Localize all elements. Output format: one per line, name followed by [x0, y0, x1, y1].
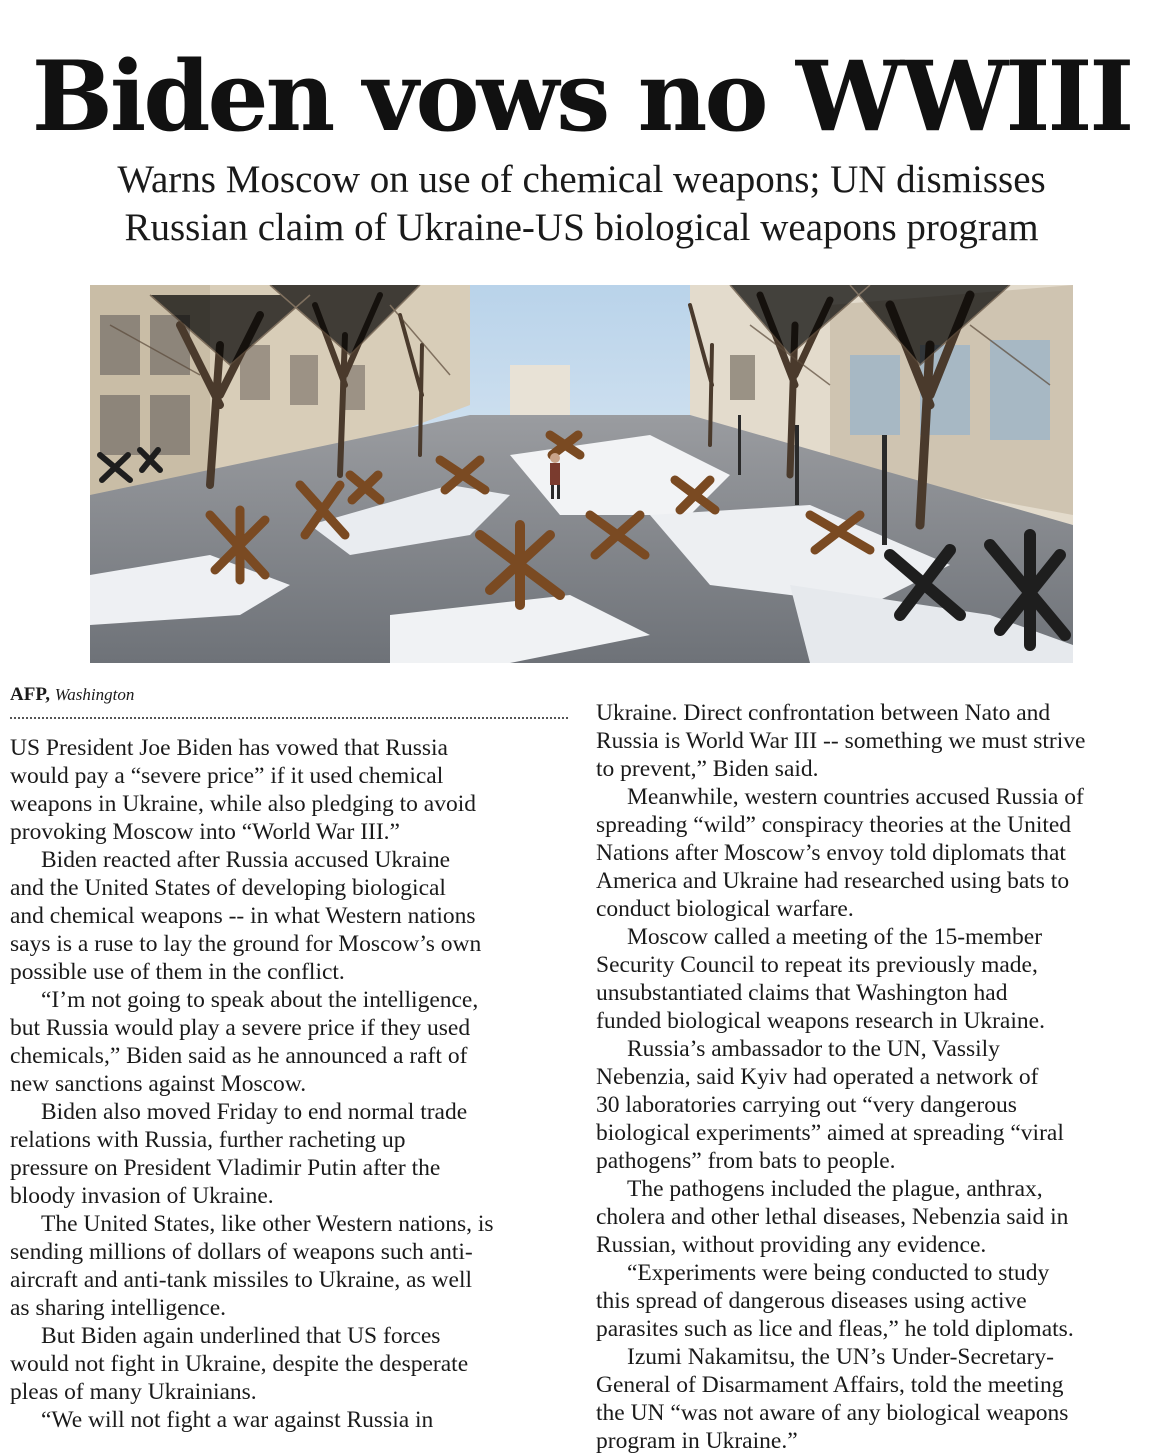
article-line: America and Ukraine had researched using bats to	[596, 868, 1070, 894]
article-line: and chemical weapons -- in what Western nations	[10, 903, 476, 929]
byline	[10, 682, 570, 708]
article-line: pathogens” from bats to people.	[596, 1148, 896, 1174]
article-line: provoking Moscow into “World War III.”	[10, 819, 400, 845]
article-line: Biden also moved Friday to end normal trade	[41, 1099, 468, 1125]
article-line: program in Ukraine.”	[596, 1428, 798, 1454]
article-line: sending millions of dollars of weapons such anti-	[10, 1239, 473, 1265]
byline-place: Washington	[54, 685, 135, 704]
article-line: Security Council to repeat its previously made,	[596, 952, 1038, 978]
article-line: Nations after Moscow’s envoy told diplomats that	[596, 840, 1066, 866]
article-column-2	[596, 699, 1156, 1455]
article-line: General of Disarmament Affairs, told the meeting	[596, 1372, 1064, 1398]
article-line: but Russia would play a severe price if they used	[10, 1015, 471, 1041]
article-line: as sharing intelligence.	[10, 1295, 226, 1321]
article-line: and the United States of developing biological	[10, 875, 446, 901]
article-line: spreading “wild” conspiracy theories at the United	[596, 812, 1072, 838]
article-line: US President Joe Biden has vowed that Russia	[10, 735, 448, 761]
article-line: chemicals,” Biden said as he announced a raft of	[10, 1043, 468, 1069]
article-line: would pay a “severe price” if it used chemical	[10, 763, 444, 789]
subheadline-line-2: Russian claim of Ukraine-US biological weapons program	[124, 206, 1039, 249]
article-line: But Biden again underlined that US forces	[41, 1323, 441, 1349]
article-line: unsubstantiated claims that Washington had	[596, 980, 1008, 1006]
article-column-1	[10, 734, 568, 1434]
article-line: pleas of many Ukrainians.	[10, 1379, 257, 1405]
article-line: funded biological weapons research in Ukraine.	[596, 1008, 1045, 1034]
article-line: the UN “was not aware of any biological weapons	[596, 1400, 1069, 1426]
article-line: Russia’s ambassador to the UN, Vassily	[627, 1036, 1000, 1062]
article-line: relations with Russia, further racheting up	[10, 1127, 406, 1153]
byline-agency: AFP,	[10, 684, 50, 705]
article-line: Moscow called a meeting of the 15-member	[627, 924, 1043, 950]
article-line: “We will not fight a war against Russia in	[41, 1407, 434, 1433]
street-photo	[90, 285, 1073, 663]
article-line: The United States, like other Western nations, is	[41, 1211, 494, 1237]
article-line: 30 laboratories carrying out “very dangerous	[596, 1092, 1017, 1118]
article-line: cholera and other lethal diseases, Nebenzia said in	[596, 1204, 1069, 1230]
subheadline-line-1: Warns Moscow on use of chemical weapons; UN dismisses	[117, 158, 1046, 201]
article-line: The pathogens included the plague, anthrax,	[627, 1176, 1043, 1202]
article-line: Russian, without providing any evidence.	[596, 1232, 987, 1258]
article-line: to prevent,” Biden said.	[596, 756, 819, 782]
article-line: Izumi Nakamitsu, the UN’s Under-Secretary-	[627, 1344, 1054, 1370]
article-line: pressure on President Vladimir Putin after the	[10, 1155, 441, 1181]
article-line: parasites such as lice and fleas,” he told diplomats.	[596, 1316, 1074, 1342]
article-line: Russia is World War III -- something we must strive	[596, 728, 1086, 754]
article-line: bloody invasion of Ukraine.	[10, 1183, 274, 1209]
article-line: biological experiments” aimed at spreading “viral	[596, 1120, 1064, 1146]
article-line: new sanctions against Moscow.	[10, 1071, 307, 1097]
dotted-divider	[10, 717, 568, 719]
article-line: Biden reacted after Russia accused Ukraine	[41, 847, 451, 873]
article-line: aircraft and anti-tank missiles to Ukraine, as well	[10, 1267, 473, 1293]
article-line: conduct biological warfare.	[596, 896, 854, 922]
article-line: says is a ruse to lay the ground for Moscow’s own	[10, 931, 482, 957]
article-line: Ukraine. Direct confrontation between Nato and	[596, 700, 1051, 726]
article-line: “Experiments were being conducted to study	[627, 1260, 1050, 1286]
article-line: this spread of dangerous diseases using active	[596, 1288, 1027, 1314]
article-line: Meanwhile, western countries accused Russia of	[627, 784, 1084, 810]
article-line: possible use of them in the conflict.	[10, 959, 345, 985]
subheadline	[0, 156, 1163, 252]
headline: Biden vows no WWIII	[31, 40, 1132, 153]
article-line: “I’m not going to speak about the intelligence,	[41, 987, 479, 1013]
article-line: would not fight in Ukraine, despite the desperate	[10, 1351, 469, 1377]
article-line: Nebenzia, said Kyiv had operated a network of	[596, 1064, 1039, 1090]
article-line: weapons in Ukraine, while also pledging to avoid	[10, 791, 476, 817]
